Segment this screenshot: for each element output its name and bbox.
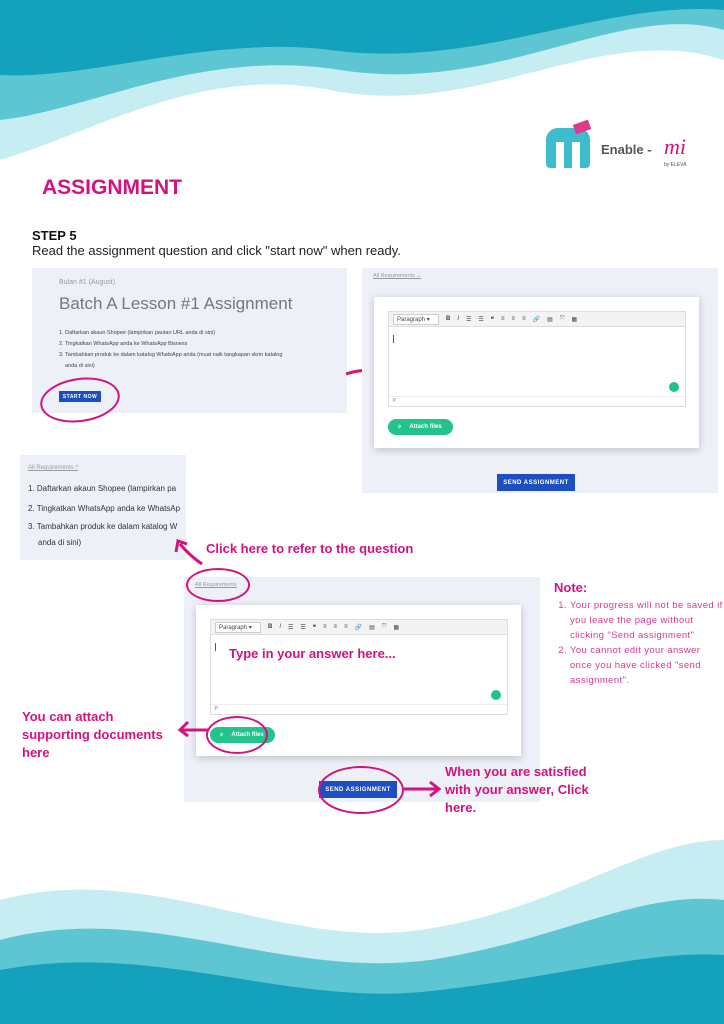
editor-panel [362,268,718,493]
step-label: STEP 5 [32,228,77,243]
editor-card [374,297,699,448]
requirement-item: anda di sini) [38,538,82,547]
numbered-list-icon[interactable]: ☰ [300,624,306,631]
bold-icon[interactable]: B [446,316,451,322]
lesson-item: 2. Tingkatkan WhatsApp anda ke WhatsApp Bisness [59,341,188,347]
editor-toolbar [388,311,686,327]
toolbar-toggle-icon[interactable]: ▦ [393,624,400,631]
fullscreen-icon[interactable]: ⤧ [381,623,387,630]
page-title: ASSIGNMENT [42,176,183,199]
quote-icon[interactable]: ❝ [490,316,495,323]
bold-icon[interactable]: B [268,624,273,630]
logo-accent: mi [664,134,686,159]
logo-sub: by ELEVA [664,162,687,168]
attach-files-button[interactable]: ⌕ Attach files [210,727,275,743]
more-icon[interactable]: ▤ [547,316,553,323]
format-select[interactable]: Paragraph ▾ [393,314,439,325]
highlight-circle [318,766,404,814]
more-icon[interactable]: ▤ [369,624,375,631]
requirement-item: 1. Daftarkan akaun Shopee (lampirkan pa [28,484,177,493]
annotation-send: When you are satisfied with your answer, Click here. [445,764,589,815]
editor-status: p [389,396,685,406]
italic-icon[interactable]: I [279,624,282,630]
requirements-toggle[interactable]: All Requirements ⌄ [373,273,422,279]
note-item: 1. Your progress will not be saved if you leave the page without clicking "Send assignment" [570,598,724,643]
attach-files-button[interactable]: ⌕ Attach files [388,419,453,435]
bullet-list-icon[interactable]: ☰ [288,624,294,631]
requirements-label: All Requirements [373,273,415,279]
align-left-icon[interactable]: ≡ [501,316,505,322]
lesson-month: Bulan #1 (August) [59,279,116,286]
send-assignment-button[interactable]: SEND ASSIGNMENT [497,474,575,491]
annotation-refer: Click here to refer to the question [206,541,414,556]
annotation-attach: You can attach supporting documents here [22,709,163,760]
arrow-icon [402,780,442,798]
note-title: Note: [554,580,588,595]
requirement-item: 3. Tambahkan produk ke dalam katalog W [28,522,178,531]
format-select[interactable]: Paragraph ▾ [215,622,261,633]
editor-toolbar [210,619,508,635]
start-now-button[interactable]: START NOW [59,391,101,402]
link-icon[interactable]: 🔗 [532,316,541,323]
logo-text: Enable - [601,142,652,157]
lesson-item: anda di sini) [65,363,95,369]
logo-mark-icon [546,128,590,168]
requirements-toggle[interactable]: All Requirements [195,582,237,588]
note-item: 2. You cannot edit your answer once you have clicked "send assignment". [570,643,724,688]
lesson-title: Batch A Lesson #1 Assignment [59,294,293,313]
editor-status: p [211,704,507,714]
send-assignment-button[interactable]: SEND ASSIGNMENT [319,781,397,798]
requirements-panel [20,455,186,560]
grammarly-icon [669,382,679,392]
align-right-icon[interactable]: ≡ [522,316,526,322]
numbered-list-icon[interactable]: ☰ [478,316,484,323]
lesson-item: 3. Tambahkan produk ke dalam katalog WhatsApp anda (muat naik tangkapan skrin katalog [59,352,283,358]
bottom-wave-decoration [0,840,724,1024]
align-center-icon[interactable]: ≡ [511,316,516,322]
arrow-icon [172,538,206,568]
step-instruction: Read the assignment question and click "start now" when ready. [32,243,401,258]
quote-icon[interactable]: ❝ [312,624,317,631]
requirement-item: 2. Tingkatkan WhatsApp anda ke WhatsAp [28,504,181,513]
link-icon[interactable]: 🔗 [354,624,363,631]
note [554,580,724,688]
annotation-type: Type in your answer here... [229,646,396,661]
grammarly-icon [491,690,501,700]
paperclip-icon: ⌕ [398,423,402,430]
align-center-icon[interactable]: ≡ [333,624,338,630]
answer-textarea[interactable] [210,635,508,715]
align-left-icon[interactable]: ≡ [323,624,327,630]
italic-icon[interactable]: I [457,316,460,322]
lesson-item: 1. Daftarkan akaun Shopee (lampirkan pautan URL anda di sini) [59,330,216,336]
fullscreen-icon[interactable]: ⤧ [559,315,565,322]
paperclip-icon: ⌕ [220,731,224,738]
highlight-circle [206,716,268,754]
bullet-list-icon[interactable]: ☰ [466,316,472,323]
highlight-circle [186,568,250,602]
answer-textarea[interactable] [388,327,686,407]
requirements-toggle[interactable]: All Requirements ^ [28,465,79,471]
align-right-icon[interactable]: ≡ [344,624,348,630]
toolbar-toggle-icon[interactable]: ▦ [571,316,578,323]
logo [546,120,696,170]
